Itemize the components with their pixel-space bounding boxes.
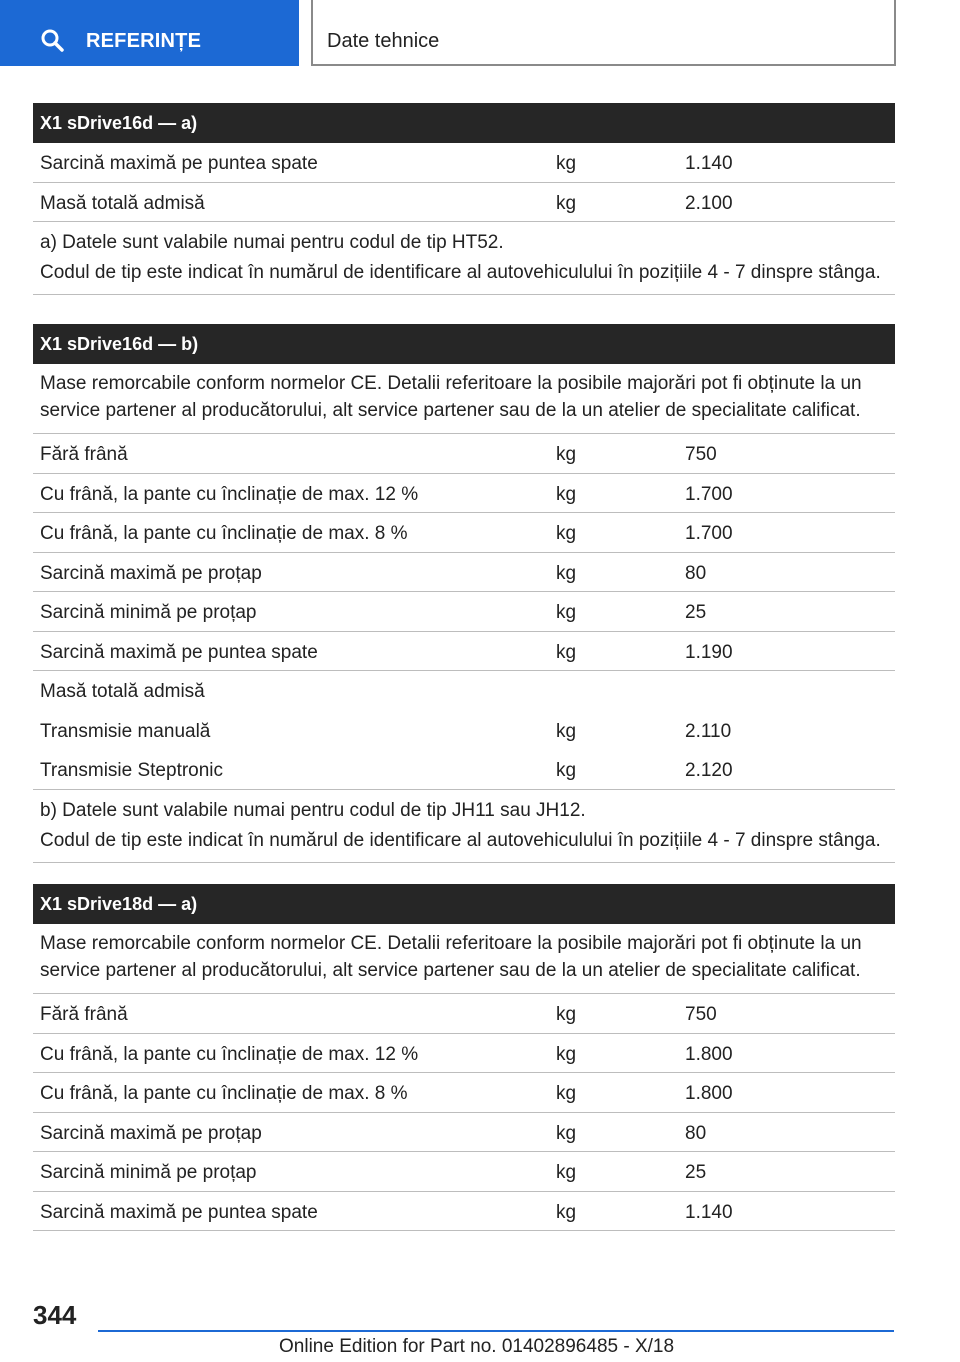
- row-unit: kg: [556, 192, 577, 214]
- table-row: [33, 1192, 895, 1232]
- row-unit: kg: [556, 562, 577, 584]
- footer-divider: [98, 1330, 894, 1332]
- row-label: Sarcină maximă pe proțap: [40, 1122, 262, 1144]
- section-header: X1 sDrive18d — a): [33, 884, 895, 924]
- row-label: Cu frână, la pante cu înclinație de max. 12 %: [40, 483, 419, 505]
- row-label: Sarcină minimă pe proțap: [40, 1162, 257, 1183]
- row-unit: kg: [556, 1083, 577, 1104]
- footnote: a) Datele sunt valabile numai pentru codul de tip HT52.: [40, 232, 504, 253]
- row-label: Cu frână, la pante cu înclinație de max. 8 %: [40, 1083, 408, 1104]
- spec-section-sdrive16d-b: [33, 324, 895, 863]
- row-value: 80: [685, 562, 707, 584]
- table-row: [33, 474, 895, 514]
- table-row: [33, 143, 895, 183]
- row-value: 750: [685, 444, 717, 465]
- table-row: [33, 711, 895, 751]
- table-row: [33, 1034, 895, 1074]
- table-row: [33, 1073, 895, 1113]
- row-value: 1.800: [685, 1043, 733, 1065]
- section-intro: Mase remorcabile conform normelor CE. Detalii referitoare la posibile majorări pot fi obținute la un service partener al producătorului, alt service partener sau de la un atelier de specialitate calificat.: [33, 924, 895, 994]
- row-label: Sarcină maximă pe proțap: [40, 562, 262, 584]
- row-unit: kg: [556, 1043, 577, 1065]
- table-row: [33, 750, 895, 790]
- section-header: X1 sDrive16d — b): [33, 324, 895, 364]
- row-unit: kg: [556, 153, 577, 174]
- references-label: REFERINȚE: [86, 30, 202, 52]
- group-label: Masă totală admisă: [40, 681, 205, 702]
- spec-section-sdrive16d-a: [33, 103, 895, 295]
- row-label: Cu frână, la pante cu înclinație de max. 12 %: [40, 1043, 419, 1065]
- table-row: [33, 994, 895, 1034]
- references-tab[interactable]: [0, 0, 299, 66]
- row-label: Sarcină maximă pe puntea spate: [40, 153, 318, 174]
- table-group-label-row: [33, 671, 895, 711]
- row-value: 1.700: [685, 523, 733, 544]
- row-unit: kg: [556, 483, 577, 505]
- table-row: [33, 632, 895, 672]
- footnote: b) Datele sunt valabile numai pentru codul de tip JH11 sau JH12.: [40, 799, 586, 821]
- row-value: 2.100: [685, 192, 733, 214]
- row-unit: kg: [556, 760, 577, 781]
- table-row: [33, 1113, 895, 1153]
- table-row: [33, 183, 895, 223]
- row-label: Masă totală admisă: [40, 192, 205, 214]
- footnotes: [33, 222, 895, 295]
- row-unit: kg: [556, 523, 577, 544]
- row-label: Transmisie manuală: [40, 720, 211, 742]
- row-unit: kg: [556, 641, 577, 663]
- row-value: 2.120: [685, 760, 733, 781]
- table-row: [33, 434, 895, 474]
- row-value: 1.140: [685, 1201, 733, 1223]
- row-value: 1.800: [685, 1083, 733, 1104]
- row-unit: kg: [556, 1162, 577, 1183]
- section-intro: Mase remorcabile conform normelor CE. Detalii referitoare la posibile majorări pot fi obținute la un service partener al producătorului, alt service partener sau de la un atelier de specialitate calificat.: [33, 364, 895, 434]
- table-row: [33, 513, 895, 553]
- row-value: 1.700: [685, 483, 733, 505]
- row-label: Transmisie Steptronic: [40, 760, 224, 781]
- row-label: Fără frână: [40, 444, 128, 465]
- chapter-title-box: [311, 0, 896, 66]
- row-unit: kg: [556, 602, 577, 623]
- row-value: 1.190: [685, 641, 733, 663]
- top-bar: [0, 0, 960, 66]
- edition-text: Online Edition for Part no. 01402896485 - X/18: [279, 1336, 675, 1357]
- row-label: Cu frână, la pante cu înclinație de max. 8 %: [40, 523, 408, 544]
- footnote: Codul de tip este indicat în numărul de identificare al autovehiculului în pozițiile 4 - 7 dinspre stânga.: [40, 829, 881, 851]
- search-icon: [40, 28, 64, 52]
- chapter-title: Date tehnice: [327, 30, 440, 52]
- spec-section-sdrive18d-a: [33, 884, 895, 1231]
- table-row: [33, 553, 895, 593]
- footnote: Codul de tip este indicat în numărul de identificare al autovehiculului în pozițiile 4 - 7 dinspre stânga.: [40, 262, 881, 283]
- table-row: [33, 1152, 895, 1192]
- row-value: 1.140: [685, 153, 733, 174]
- row-value: 25: [685, 602, 707, 623]
- row-unit: kg: [556, 1122, 577, 1144]
- row-value: 25: [685, 1162, 707, 1183]
- footnotes: [33, 790, 895, 863]
- row-label: Sarcină minimă pe proțap: [40, 602, 257, 623]
- row-value: 80: [685, 1122, 707, 1144]
- row-unit: kg: [556, 1004, 577, 1025]
- page-number: 344: [33, 1300, 77, 1330]
- row-value: 2.110: [685, 720, 732, 742]
- row-label: Sarcină maximă pe puntea spate: [40, 1201, 318, 1223]
- row-unit: kg: [556, 444, 577, 465]
- row-label: Sarcină maximă pe puntea spate: [40, 641, 318, 663]
- row-unit: kg: [556, 720, 577, 742]
- section-header: X1 sDrive16d — a): [33, 103, 895, 143]
- table-row: [33, 592, 895, 632]
- row-value: 750: [685, 1004, 717, 1025]
- row-unit: kg: [556, 1201, 577, 1223]
- row-label: Fără frână: [40, 1004, 128, 1025]
